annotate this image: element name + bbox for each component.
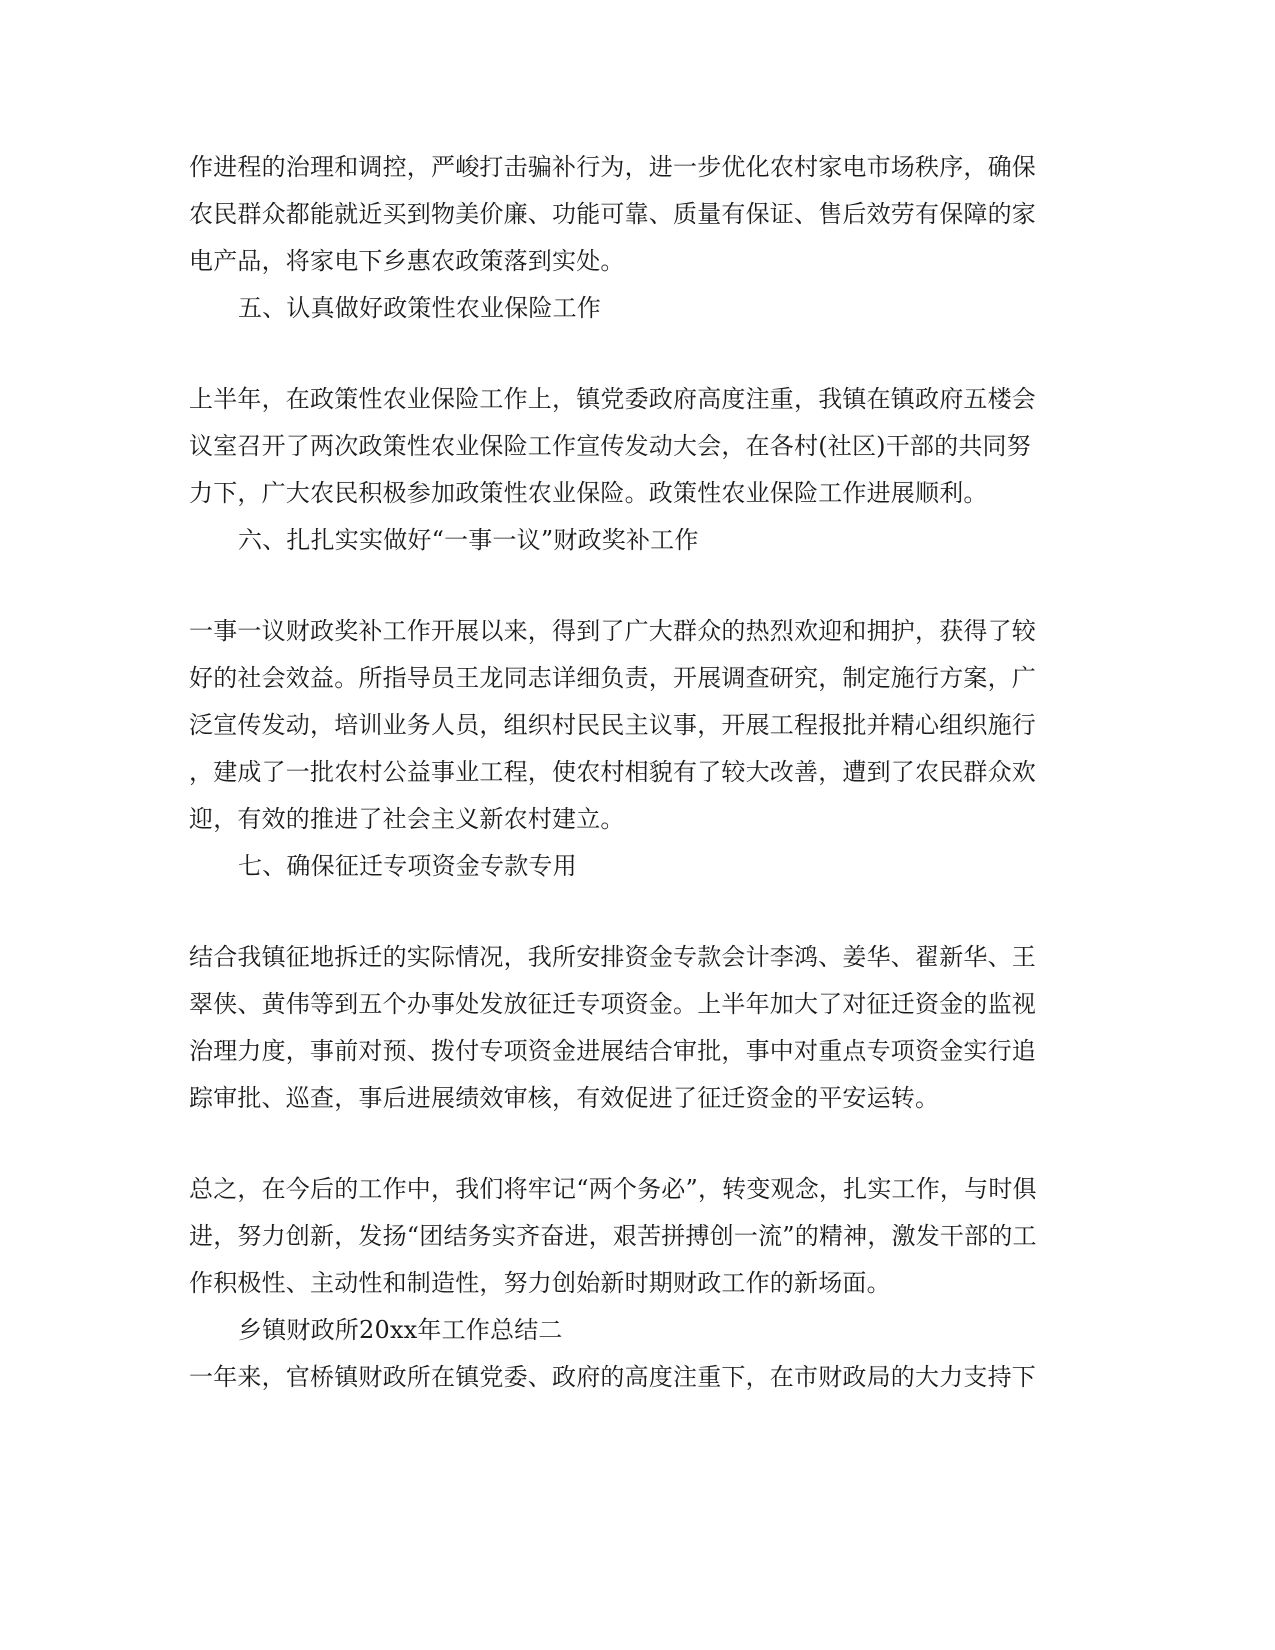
paragraph-line: 上半年，在政策性农业保险工作上，镇党委政府高度注重，我镇在镇政府五楼会	[189, 385, 1036, 413]
paragraph-line: 一年来，官桥镇财政所在镇党委、政府的高度注重下，在市财政局的大力支持下	[189, 1363, 1036, 1391]
section-heading: 乡镇财政所20xx年工作总结二	[238, 1316, 563, 1344]
paragraph-line: 电产品，将家电下乡惠农政策落到实处。	[189, 247, 625, 275]
paragraph-line: 一事一议财政奖补工作开展以来，得到了广大群众的热烈欢迎和拥护，获得了较	[189, 617, 1036, 645]
section-heading: 六、扎扎实实做好“一事一议”财政奖补工作	[238, 526, 699, 554]
paragraph-line: 翠侠、黄伟等到五个办事处发放征迁专项资金。上半年加大了对征迁资金的监视	[189, 990, 1036, 1018]
paragraph-line: 农民群众都能就近买到物美价廉、功能可靠、质量有保证、售后效劳有保障的家	[189, 200, 1036, 228]
paragraph-line: 泛宣传发动，培训业务人员，组织村民民主议事，开展工程报批并精心组织施行	[189, 711, 1036, 739]
paragraph-line: 进，努力创新，发扬“团结务实齐奋进，艰苦拼搏创一流”的精神，激发干部的工	[189, 1222, 1037, 1250]
paragraph-line: ，建成了一批农村公益事业工程，使农村相貌有了较大改善，遭到了农民群众欢	[189, 758, 1036, 786]
paragraph-line: 力下，广大农民积极参加政策性农业保险。政策性农业保险工作进展顺利。	[189, 479, 988, 507]
paragraph-line: 治理力度，事前对预、拨付专项资金进展结合审批，事中对重点专项资金实行追	[189, 1037, 1036, 1065]
paragraph-line: 迎，有效的推进了社会主义新农村建立。	[189, 805, 625, 833]
paragraph-line: 作积极性、主动性和制造性，努力创始新时期财政工作的新场面。	[189, 1269, 891, 1297]
section-heading: 七、确保征迁专项资金专款专用	[238, 852, 577, 880]
paragraph-line: 作进程的治理和调控，严峻打击骗补行为，进一步优化农村家电市场秩序，确保	[189, 153, 1036, 181]
paragraph-line: 踪审批、巡查，事后进展绩效审核，有效促进了征迁资金的平安运转。	[189, 1084, 940, 1112]
paragraph-line: 结合我镇征地拆迁的实际情况，我所安排资金专款会计李鸿、姜华、翟新华、王	[189, 943, 1036, 971]
section-heading: 五、认真做好政策性农业保险工作	[238, 294, 601, 322]
paragraph-line: 总之，在今后的工作中，我们将牢记“两个务必”，转变观念，扎实工作，与时俱	[189, 1175, 1037, 1203]
paragraph-line: 好的社会效益。所指导员王龙同志详细负责，开展调查研究，制定施行方案，广	[189, 664, 1036, 692]
paragraph-line: 议室召开了两次政策性农业保险工作宣传发动大会，在各村(社区)干部的共同努	[189, 432, 1031, 460]
